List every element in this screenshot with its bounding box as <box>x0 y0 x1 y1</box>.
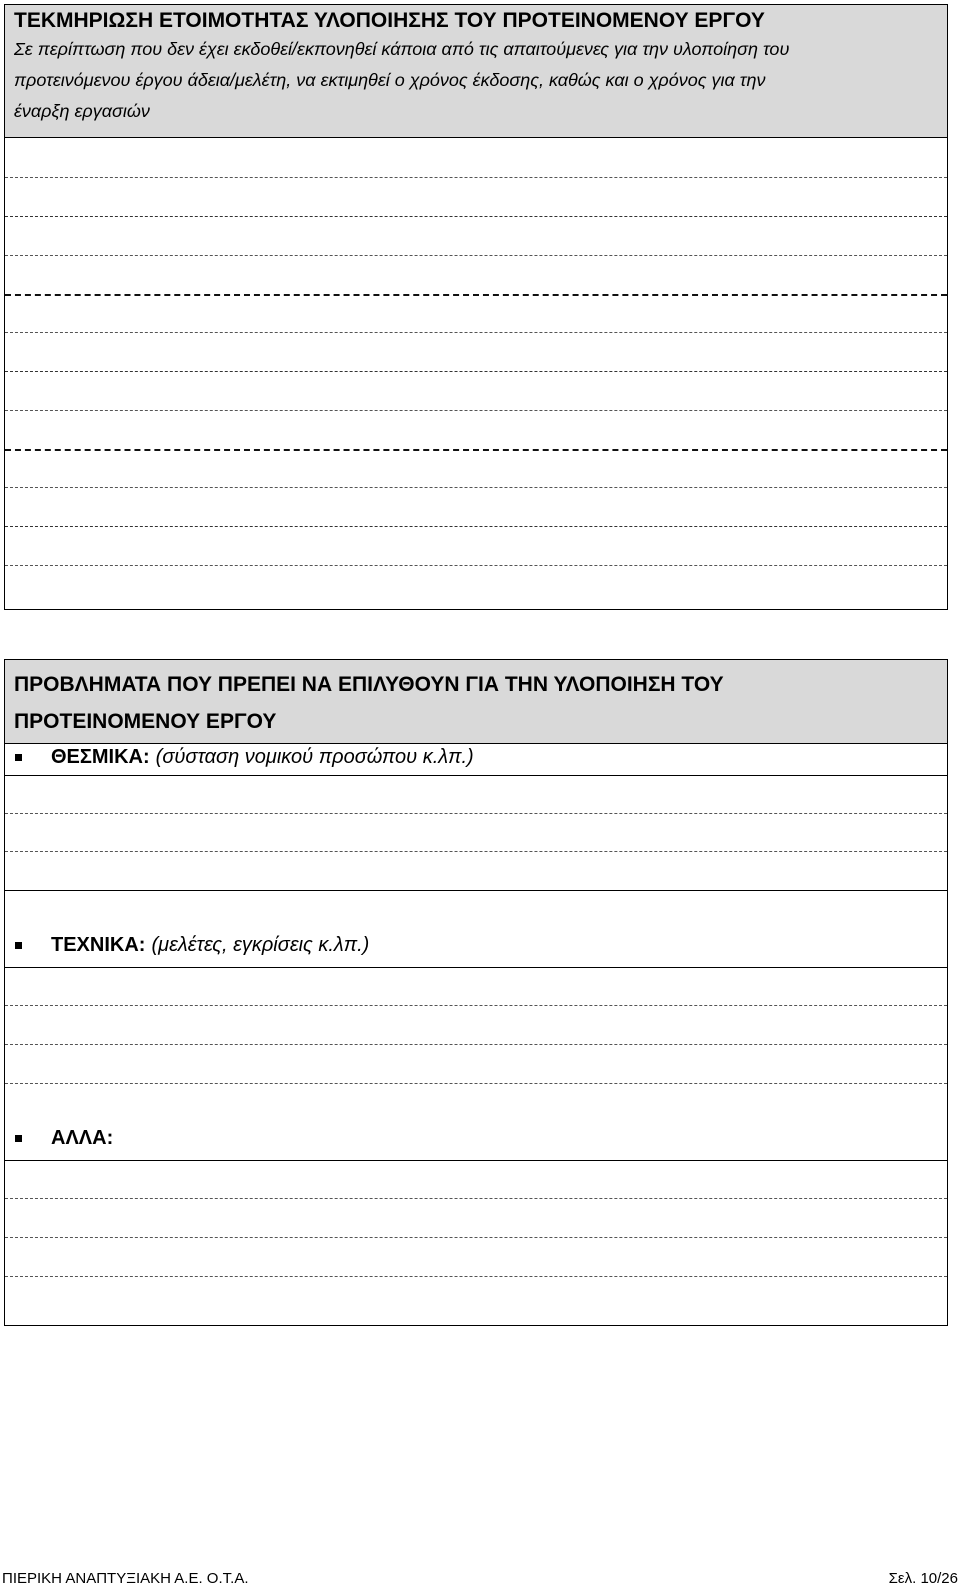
readiness-fill-line[interactable] <box>5 487 947 488</box>
readiness-fill-line[interactable] <box>5 216 947 217</box>
readiness-fill-line[interactable] <box>5 371 947 372</box>
other-fill-line[interactable] <box>5 1198 947 1199</box>
readiness-section <box>4 4 948 610</box>
readiness-header <box>5 5 947 138</box>
page-footer <box>0 1568 960 1590</box>
divider <box>5 1160 947 1161</box>
other-fill-line[interactable] <box>5 1276 947 1277</box>
readiness-description-line-3: έναρξη εργασιών <box>14 101 150 121</box>
readiness-fill-line[interactable] <box>5 410 947 411</box>
readiness-title: ΤΕΚΜΗΡΙΩΣΗ ΕΤΟΙΜΟΤΗΤΑΣ ΥΛΟΠΟΙΗΣΗΣ ΤΟΥ ΠΡΟΤΕΙΝΟΜΕΝΟΥ ΕΡΓΟΥ <box>14 9 765 32</box>
institutional-label: ΘΕΣΜΙΚΑ: <box>51 745 150 768</box>
technical-item <box>15 930 369 960</box>
institutional-fill-line[interactable] <box>5 851 947 852</box>
technical-fill-line[interactable] <box>5 1083 947 1084</box>
readiness-fill-line[interactable] <box>5 294 947 296</box>
technical-note: (μελέτες, εγκρίσεις κ.λπ.) <box>151 933 370 956</box>
readiness-fill-line[interactable] <box>5 449 947 451</box>
problems-section <box>4 659 948 1326</box>
footer-organization: ΠΙΕΡΙΚΗ ΑΝΑΠΤΥΞΙΑΚΗ Α.Ε. Ο.Τ.Α. <box>2 1570 249 1587</box>
readiness-fill-line[interactable] <box>5 255 947 256</box>
institutional-fill-line[interactable] <box>5 813 947 814</box>
technical-fill-line[interactable] <box>5 1005 947 1006</box>
institutional-note: (σύσταση νομικού προσώπου κ.λπ.) <box>155 745 474 768</box>
problems-header <box>5 660 947 744</box>
problems-title-line-2: ΠΡΟΤΕΙΝΟΜΕΝΟΥ ΕΡΓΟΥ <box>14 710 277 733</box>
technical-label: ΤΕΧΝΙΚΑ: <box>51 933 146 956</box>
institutional-item <box>15 742 474 772</box>
technical-fill-line[interactable] <box>5 1044 947 1045</box>
readiness-fill-line[interactable] <box>5 332 947 333</box>
bullet-square-icon <box>15 1135 22 1142</box>
readiness-description-line-1: Σε περίπτωση που δεν έχει εκδοθεί/εκπονηθεί κάποια από τις απαιτούμενες για την υλοποίηση του <box>14 39 790 59</box>
bullet-square-icon <box>15 754 22 761</box>
other-fill-line[interactable] <box>5 1237 947 1238</box>
readiness-description-line-2: προτεινόμενου έργου άδεια/μελέτη, να εκτιμηθεί ο χρόνος έκδοσης, καθώς και ο χρόνος για την <box>14 70 766 90</box>
readiness-fill-line[interactable] <box>5 526 947 527</box>
footer-page-number: Σελ. 10/26 <box>888 1570 958 1587</box>
other-item <box>15 1123 113 1153</box>
other-label: ΑΛΛΑ: <box>51 1126 114 1149</box>
divider <box>5 890 947 891</box>
problems-title-line-1: ΠΡΟΒΛΗΜΑΤΑ ΠΟΥ ΠΡΕΠΕΙ ΝΑ ΕΠΙΛΥΘΟΥΝ ΓΙΑ ΤΗΝ ΥΛΟΠΟΙΗΣΗ ΤΟΥ <box>14 673 724 696</box>
divider <box>5 775 947 776</box>
readiness-fill-line[interactable] <box>5 565 947 566</box>
divider <box>5 967 947 968</box>
readiness-fill-line[interactable] <box>5 177 947 178</box>
bullet-square-icon <box>15 942 22 949</box>
